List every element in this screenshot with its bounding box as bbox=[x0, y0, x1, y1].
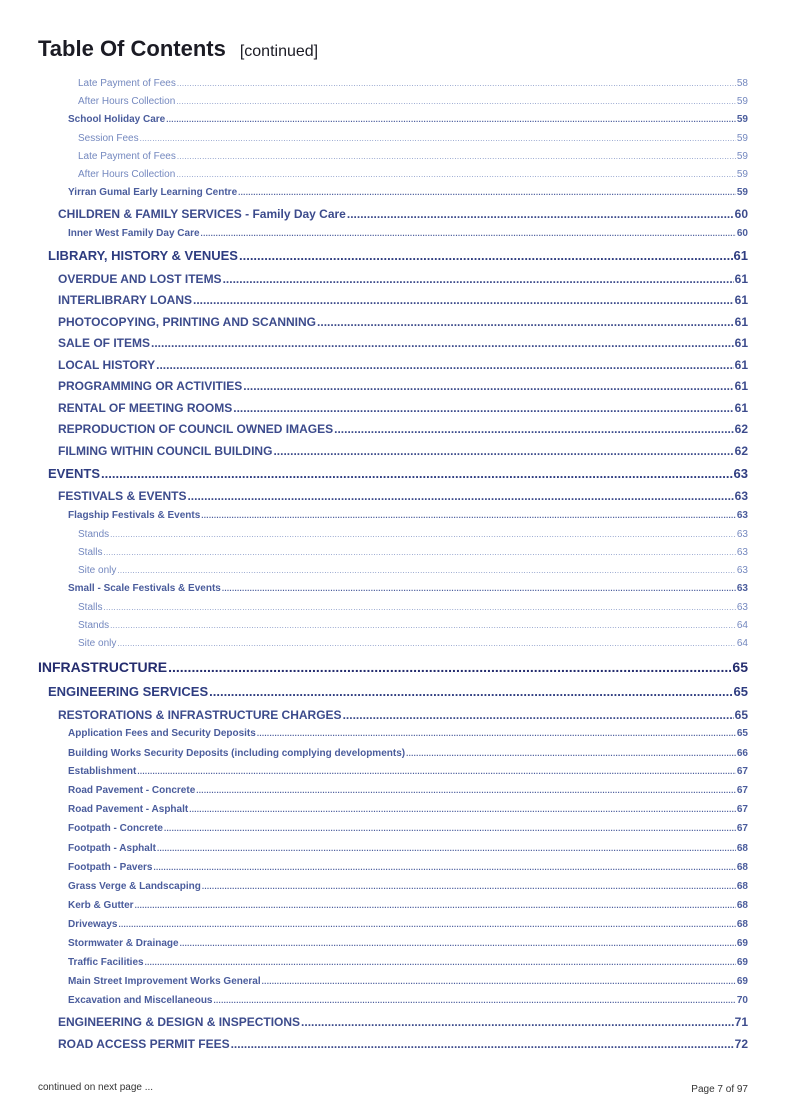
toc-entry-label: Traffic Facilities bbox=[68, 957, 144, 968]
toc-entry[interactable] bbox=[78, 602, 748, 613]
dot-leader bbox=[201, 229, 736, 238]
toc-entry[interactable] bbox=[58, 422, 748, 436]
toc-entry[interactable] bbox=[68, 748, 748, 759]
toc-entry-label: Main Street Improvement Works General bbox=[68, 976, 261, 987]
toc-entry[interactable] bbox=[68, 728, 748, 739]
toc-entry-label: Driveways bbox=[68, 919, 118, 930]
dot-leader bbox=[140, 134, 736, 143]
page-title bbox=[38, 36, 318, 62]
dot-leader bbox=[177, 79, 736, 88]
toc-entry-page: 61 bbox=[734, 379, 748, 393]
toc-entry-page: 69 bbox=[736, 976, 748, 987]
toc-entry[interactable] bbox=[78, 529, 748, 540]
toc-entry[interactable] bbox=[68, 766, 748, 777]
toc-entry-label: ROAD ACCESS PERMIT FEES bbox=[58, 1037, 230, 1051]
dot-leader bbox=[209, 684, 732, 699]
toc-entry-label: EVENTS bbox=[48, 466, 101, 481]
toc-entry[interactable] bbox=[78, 151, 748, 162]
toc-entry-label: OVERDUE AND LOST ITEMS bbox=[58, 272, 222, 286]
toc-entry[interactable] bbox=[68, 976, 748, 987]
toc-entry-label: ENGINEERING SERVICES bbox=[48, 684, 209, 699]
toc-entry[interactable] bbox=[68, 957, 748, 968]
dot-leader bbox=[347, 207, 734, 221]
toc-entry-page: 66 bbox=[736, 748, 748, 759]
toc-entry-label: SALE OF ITEMS bbox=[58, 336, 151, 350]
dot-leader bbox=[239, 248, 733, 263]
toc-entry-page: 68 bbox=[736, 900, 748, 911]
toc-entry[interactable] bbox=[58, 1015, 748, 1029]
toc-entry[interactable] bbox=[68, 187, 748, 198]
dot-leader bbox=[118, 920, 735, 929]
toc-entry[interactable] bbox=[68, 919, 748, 930]
toc-entry-label: PROGRAMMING OR ACTIVITIES bbox=[58, 379, 243, 393]
dot-leader bbox=[193, 293, 734, 307]
toc-entry-page: 68 bbox=[736, 919, 748, 930]
toc-entry[interactable] bbox=[48, 466, 748, 481]
footer-continued: continued on next page ... bbox=[38, 1082, 154, 1093]
toc-entry-label: Stands bbox=[78, 529, 110, 540]
dot-leader bbox=[202, 882, 736, 891]
toc-entry-label: Road Pavement - Asphalt bbox=[68, 804, 189, 815]
toc-entry-label: Building Works Security Deposits (including complying developments) bbox=[68, 748, 406, 759]
toc-entry-page: 71 bbox=[734, 1015, 748, 1029]
toc-entry[interactable] bbox=[68, 804, 748, 815]
toc-entry-page: 68 bbox=[736, 862, 748, 873]
toc-entry-label: Site only bbox=[78, 565, 117, 576]
toc-entry-label: Late Payment of Fees bbox=[78, 78, 176, 89]
toc-entry-label: Road Pavement - Concrete bbox=[68, 785, 196, 796]
toc-entry-label: INTERLIBRARY LOANS bbox=[58, 293, 193, 307]
toc-entry-page: 59 bbox=[736, 133, 748, 144]
dot-leader bbox=[223, 272, 734, 286]
toc-entry-label: Small - Scale Festivals & Events bbox=[68, 583, 221, 594]
dot-leader bbox=[103, 603, 735, 612]
toc-entry-page: 63 bbox=[736, 529, 748, 540]
toc-entry-page: 65 bbox=[734, 708, 748, 722]
dot-leader bbox=[166, 115, 736, 124]
dot-leader bbox=[214, 996, 736, 1005]
toc-entry-label: REPRODUCTION OF COUNCIL OWNED IMAGES bbox=[58, 422, 334, 436]
toc-entry-label: Flagship Festivals & Events bbox=[68, 510, 201, 521]
toc-entry-label: After Hours Collection bbox=[78, 96, 176, 107]
toc-entry-page: 65 bbox=[733, 684, 748, 699]
toc-entry-label: LIBRARY, HISTORY & VENUES bbox=[48, 248, 238, 263]
toc-entry-page: 63 bbox=[736, 602, 748, 613]
dot-leader bbox=[189, 805, 736, 814]
toc-entry[interactable] bbox=[58, 708, 748, 722]
dot-leader bbox=[343, 708, 734, 722]
toc-entry-page: 64 bbox=[736, 620, 748, 631]
toc-entry-label: Application Fees and Security Deposits bbox=[68, 728, 256, 739]
toc-entry-page: 61 bbox=[734, 336, 748, 350]
toc-entry-page: 60 bbox=[736, 228, 748, 239]
dot-leader bbox=[117, 639, 736, 648]
toc-entry-label: Inner West Family Day Care bbox=[68, 228, 200, 239]
toc-entry-page: 61 bbox=[734, 358, 748, 372]
dot-leader bbox=[103, 548, 735, 557]
toc-entry-label: Stands bbox=[78, 620, 110, 631]
toc-entry-page: 68 bbox=[736, 881, 748, 892]
toc-entry[interactable] bbox=[58, 379, 748, 393]
toc-entry-page: 63 bbox=[736, 565, 748, 576]
toc-entry-page: 61 bbox=[734, 293, 748, 307]
toc-entry[interactable] bbox=[68, 823, 748, 834]
dot-leader bbox=[176, 170, 736, 179]
toc-entry[interactable] bbox=[78, 565, 748, 576]
toc-entry-page: 63 bbox=[736, 510, 748, 521]
toc-entry-page: 59 bbox=[736, 96, 748, 107]
toc-entry-page: 72 bbox=[734, 1037, 748, 1051]
toc-entry-page: 60 bbox=[734, 207, 748, 221]
dot-leader bbox=[153, 863, 735, 872]
dot-leader bbox=[156, 358, 734, 372]
dot-leader bbox=[231, 1037, 734, 1051]
dot-leader bbox=[145, 958, 736, 967]
toc-entry-label: FILMING WITHIN COUNCIL BUILDING bbox=[58, 444, 273, 458]
toc-entry[interactable] bbox=[58, 336, 748, 350]
dot-leader bbox=[317, 315, 734, 329]
toc-entry-page: 63 bbox=[736, 547, 748, 558]
toc-entry[interactable] bbox=[68, 862, 748, 873]
toc-entry-page: 70 bbox=[736, 995, 748, 1006]
toc-entry[interactable] bbox=[68, 900, 748, 911]
toc-entry-page: 64 bbox=[736, 638, 748, 649]
dot-leader bbox=[110, 530, 736, 539]
toc-entry-page: 62 bbox=[734, 422, 748, 436]
toc-entry-label: Stalls bbox=[78, 547, 103, 558]
toc-entry[interactable] bbox=[48, 684, 748, 699]
toc-entry-label: FESTIVALS & EVENTS bbox=[58, 489, 187, 503]
toc-entry[interactable] bbox=[68, 510, 748, 521]
toc-entry-page: 65 bbox=[736, 728, 748, 739]
toc-entry-label: Session Fees bbox=[78, 133, 139, 144]
toc-entry[interactable] bbox=[58, 207, 748, 221]
toc-entry-page: 59 bbox=[736, 169, 748, 180]
toc-entry-label: Stormwater & Drainage bbox=[68, 938, 179, 949]
toc-entry[interactable] bbox=[68, 228, 748, 239]
toc-entry[interactable] bbox=[58, 315, 748, 329]
toc-entry-label: CHILDREN & FAMILY SERVICES - Family Day Care bbox=[58, 207, 346, 221]
toc-entry[interactable] bbox=[78, 169, 748, 180]
toc-entry-label: Site only bbox=[78, 638, 117, 649]
toc-entry-page: 59 bbox=[736, 187, 748, 198]
toc-entry-page: 62 bbox=[734, 444, 748, 458]
dot-leader bbox=[238, 188, 736, 197]
toc-entry-label: School Holiday Care bbox=[68, 114, 166, 125]
toc-entry[interactable] bbox=[78, 96, 748, 107]
toc-entry-page: 63 bbox=[733, 466, 748, 481]
toc-entry-label: Establishment bbox=[68, 766, 137, 777]
dot-leader bbox=[180, 939, 736, 948]
dot-leader bbox=[168, 659, 731, 675]
toc-entry[interactable] bbox=[58, 401, 748, 415]
toc-entry-page: 67 bbox=[736, 823, 748, 834]
toc-entry-label: Excavation and Miscellaneous bbox=[68, 995, 213, 1006]
toc-entry[interactable] bbox=[78, 620, 748, 631]
toc-entry[interactable] bbox=[68, 881, 748, 892]
toc-entry-page: 61 bbox=[734, 315, 748, 329]
toc-entry-page: 67 bbox=[736, 785, 748, 796]
toc-entry[interactable] bbox=[68, 114, 748, 125]
dot-leader bbox=[257, 729, 736, 738]
dot-leader bbox=[177, 152, 736, 161]
dot-leader bbox=[137, 767, 736, 776]
toc-entry-page: 58 bbox=[736, 78, 748, 89]
toc-entry[interactable] bbox=[58, 444, 748, 458]
toc-entry-page: 67 bbox=[736, 766, 748, 777]
toc-entry-page: 65 bbox=[732, 659, 748, 675]
footer-page-number: Page 7 of 97 bbox=[691, 1084, 748, 1095]
toc-entry-page: 68 bbox=[736, 843, 748, 854]
toc-entry-page: 63 bbox=[736, 583, 748, 594]
toc-entry-label: INFRASTRUCTURE bbox=[38, 659, 168, 675]
toc-entry[interactable] bbox=[58, 1037, 748, 1051]
toc-entry-page: 61 bbox=[734, 272, 748, 286]
toc-entry[interactable] bbox=[68, 995, 748, 1006]
toc-entry-page: 61 bbox=[734, 401, 748, 415]
toc-entry[interactable] bbox=[58, 293, 748, 307]
toc-entry-label: LOCAL HISTORY bbox=[58, 358, 156, 372]
dot-leader bbox=[201, 511, 736, 520]
toc-entry[interactable] bbox=[38, 659, 748, 675]
toc-entry-page: 63 bbox=[734, 489, 748, 503]
toc-entry[interactable] bbox=[48, 248, 748, 263]
toc-entry[interactable] bbox=[68, 843, 748, 854]
toc-entry-page: 61 bbox=[733, 248, 748, 263]
dot-leader bbox=[135, 901, 736, 910]
dot-leader bbox=[187, 489, 733, 503]
dot-leader bbox=[110, 621, 736, 630]
toc-title: Table Of Contents bbox=[38, 36, 226, 61]
dot-leader bbox=[151, 336, 734, 350]
dot-leader bbox=[334, 422, 734, 436]
toc-entry-label: ENGINEERING & DESIGN & INSPECTIONS bbox=[58, 1015, 301, 1029]
toc-entry-label: Kerb & Gutter bbox=[68, 900, 134, 911]
dot-leader bbox=[222, 584, 736, 593]
toc-entry-label: Late Payment of Fees bbox=[78, 151, 176, 162]
toc-entry[interactable] bbox=[78, 547, 748, 558]
toc-entry[interactable] bbox=[68, 938, 748, 949]
dot-leader bbox=[273, 444, 733, 458]
toc-entry[interactable] bbox=[58, 489, 748, 503]
dot-leader bbox=[233, 401, 733, 415]
dot-leader bbox=[117, 566, 736, 575]
toc-entry-label: Grass Verge & Landscaping bbox=[68, 881, 201, 892]
toc-entry-label: Yirran Gumal Early Learning Centre bbox=[68, 187, 238, 198]
dot-leader bbox=[243, 379, 733, 393]
toc-entry[interactable] bbox=[58, 272, 748, 286]
toc-entry[interactable] bbox=[78, 78, 748, 89]
toc-entry-label: Footpath - Concrete bbox=[68, 823, 163, 834]
toc-entry-label: RESTORATIONS & INFRASTRUCTURE CHARGES bbox=[58, 708, 342, 722]
toc-entry-label: Footpath - Pavers bbox=[68, 862, 153, 873]
toc-entry[interactable] bbox=[78, 638, 748, 649]
dot-leader bbox=[176, 97, 736, 106]
continued-label: [continued] bbox=[239, 43, 319, 60]
dot-leader bbox=[301, 1015, 734, 1029]
dot-leader bbox=[101, 466, 733, 481]
toc-entry-label: PHOTOCOPYING, PRINTING AND SCANNING bbox=[58, 315, 317, 329]
dot-leader bbox=[406, 749, 736, 758]
toc-entry-page: 69 bbox=[736, 957, 748, 968]
toc-entry-label: Footpath - Asphalt bbox=[68, 843, 156, 854]
toc-entry-page: 59 bbox=[736, 114, 748, 125]
toc-entry-label: Stalls bbox=[78, 602, 103, 613]
toc-entry-label: RENTAL OF MEETING ROOMS bbox=[58, 401, 233, 415]
toc-entry-page: 59 bbox=[736, 151, 748, 162]
dot-leader bbox=[157, 844, 736, 853]
toc-entry-page: 69 bbox=[736, 938, 748, 949]
toc-entry[interactable] bbox=[58, 358, 748, 372]
dot-leader bbox=[262, 977, 736, 986]
dot-leader bbox=[196, 786, 736, 795]
toc-entry-label: After Hours Collection bbox=[78, 169, 176, 180]
toc-entry[interactable] bbox=[68, 785, 748, 796]
toc-entry[interactable] bbox=[68, 583, 748, 594]
dot-leader bbox=[164, 824, 736, 833]
toc-entry-page: 67 bbox=[736, 804, 748, 815]
toc-entry[interactable] bbox=[78, 133, 748, 144]
